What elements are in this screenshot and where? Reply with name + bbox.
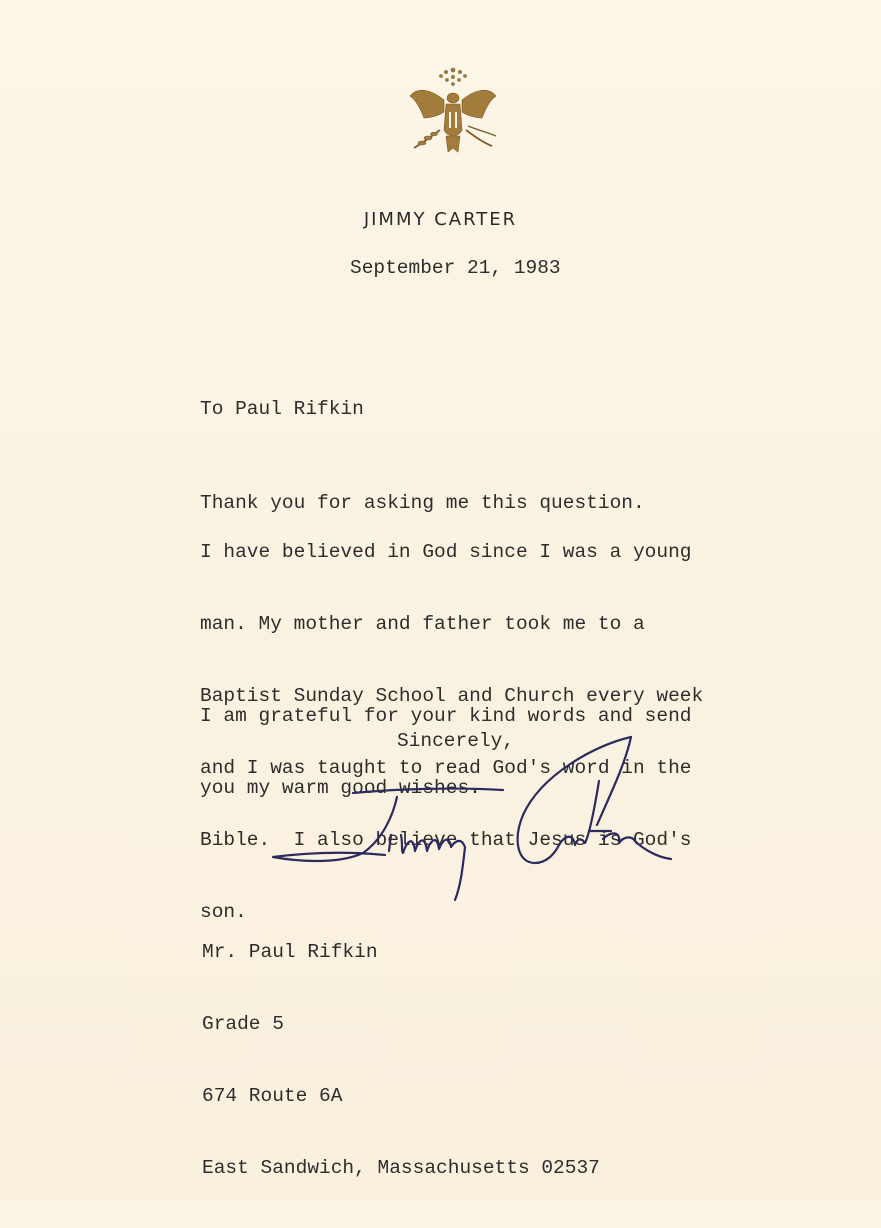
body-line: Bible. I also believe that Jesus is God's [200, 829, 692, 851]
body-line: Baptist Sunday School and Church every week [200, 685, 704, 707]
body-line: Thank you for asking me this question. [200, 492, 645, 514]
address-line: Grade 5 [202, 1013, 284, 1035]
body-line: son. [200, 901, 247, 923]
presidential-eagle-seal-icon [398, 60, 508, 170]
body-line: man. My mother and father took me to a [200, 613, 645, 635]
body-line: I am grateful for your kind words and send [200, 705, 692, 727]
closing: Sincerely, [397, 730, 515, 752]
body-line: I have believed in God since I was a young [200, 541, 692, 563]
address-line: 674 Route 6A [202, 1085, 343, 1107]
address-line: East Sandwich, Massachusetts 02537 [202, 1157, 600, 1179]
body-line: and I was taught to read God's word in the [200, 757, 692, 779]
letter-date: September 21, 1983 [350, 257, 561, 279]
recipient-address [202, 892, 600, 1228]
salutation: To Paul Rifkin [200, 398, 364, 420]
letterhead-name: JIMMY CARTER [363, 209, 518, 230]
address-line: Mr. Paul Rifkin [202, 941, 378, 963]
body-line: you my warm good wishes. [200, 777, 481, 799]
